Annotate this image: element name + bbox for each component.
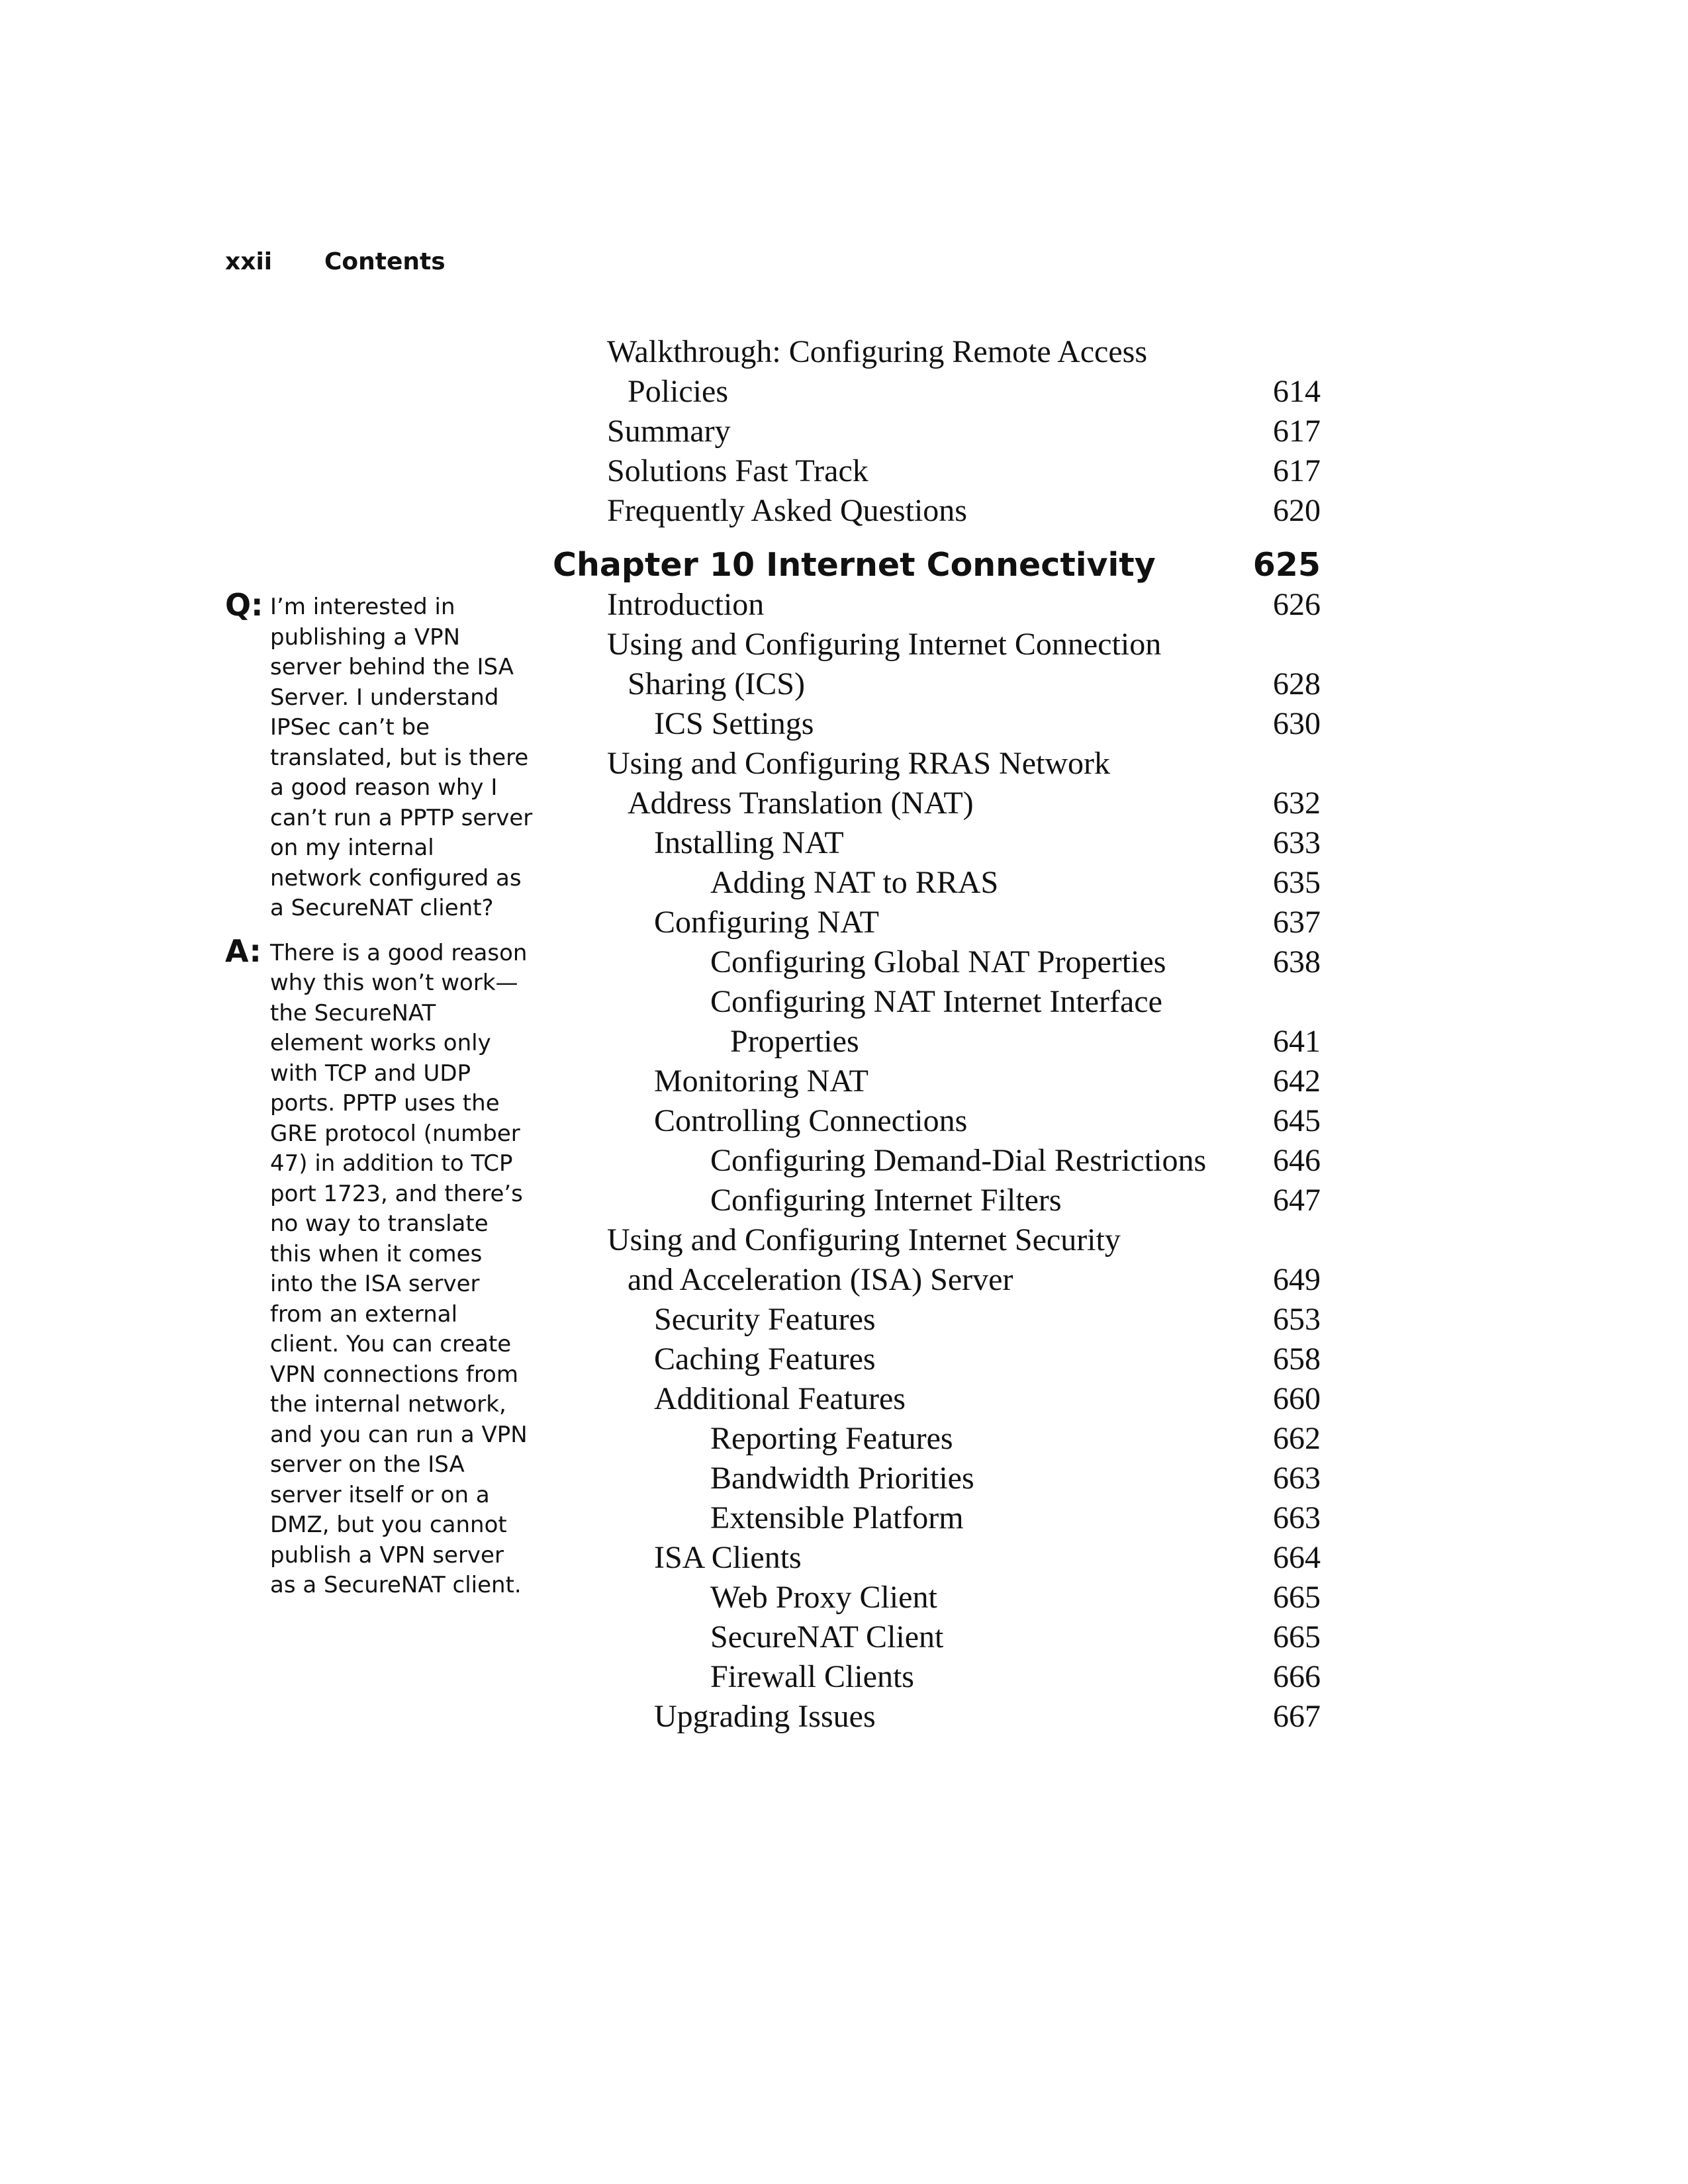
toc-entry-title: Frequently Asked Questions — [607, 493, 967, 528]
toc-entry-title: Policies — [628, 374, 728, 409]
toc-entry-title: Properties — [730, 1024, 859, 1059]
sidebar-line: There is a good reason — [270, 939, 528, 966]
toc-entry[interactable] — [0, 1617, 1688, 1657]
toc-entry[interactable] — [0, 704, 1688, 744]
sidebar-line: into the ISA server — [270, 1271, 480, 1297]
toc-entry-title: Controlling Connections — [654, 1103, 968, 1138]
sidebar-line: and you can run a VPN — [270, 1421, 528, 1448]
answer-label: A: — [225, 933, 261, 969]
sidebar-line: the internal network, — [270, 1391, 506, 1418]
toc-entry[interactable] — [0, 625, 1688, 664]
toc-entry-title: Configuring NAT Internet Interface — [710, 984, 1162, 1019]
toc-entry-page: 625 — [1252, 546, 1321, 584]
toc-entry-page: 628 — [1273, 666, 1321, 702]
toc-entry[interactable] — [0, 1260, 1688, 1300]
toc-entry-title: Caching Features — [654, 1342, 876, 1377]
toc-entry-title: Configuring Global NAT Properties — [710, 944, 1166, 979]
toc-entry-title: Upgrading Issues — [654, 1699, 876, 1734]
toc-entry-title: Extensible Platform — [710, 1500, 964, 1535]
toc-entry[interactable] — [0, 451, 1688, 491]
toc-entry[interactable] — [0, 1459, 1688, 1498]
toc-entry[interactable] — [0, 823, 1688, 863]
toc-entry[interactable] — [0, 744, 1688, 784]
toc-entry-page: 646 — [1273, 1143, 1321, 1178]
sidebar-line: element works only — [270, 1030, 491, 1056]
toc-entry-page: 665 — [1273, 1619, 1321, 1655]
toc-entry[interactable] — [0, 942, 1688, 982]
toc-entry-page: 665 — [1273, 1580, 1321, 1615]
toc-entry-title: Bandwidth Priorities — [710, 1461, 974, 1496]
toc-entry-title: Web Proxy Client — [710, 1580, 937, 1615]
toc-entry[interactable] — [0, 903, 1688, 942]
sidebar-line: a good reason why I — [270, 774, 498, 801]
toc-entry-title: ICS Settings — [654, 706, 814, 741]
toc-entry[interactable] — [0, 1062, 1688, 1101]
toc-entry-page: 614 — [1273, 374, 1321, 409]
toc-entry-page: 630 — [1273, 706, 1321, 741]
sidebar-line: port 1723, and there’s — [270, 1180, 523, 1207]
toc-entry-title: Walkthrough: Configuring Remote Access — [607, 334, 1147, 369]
toc-entry-page: 649 — [1273, 1262, 1321, 1297]
toc-entry-page: 660 — [1273, 1381, 1321, 1416]
toc-entry-page: 633 — [1273, 825, 1321, 860]
toc-entry[interactable] — [0, 784, 1688, 823]
toc-entry[interactable] — [0, 412, 1688, 451]
toc-entry[interactable] — [0, 1022, 1688, 1062]
toc-entry-title: Solutions Fast Track — [607, 453, 868, 488]
sidebar-line: ports. PPTP uses the — [270, 1090, 500, 1116]
sidebar-line: client. You can create — [270, 1331, 512, 1357]
sidebar-line: as a SecureNAT client. — [270, 1572, 522, 1598]
toc-entry-page: 647 — [1273, 1183, 1321, 1218]
toc-entry[interactable] — [0, 1300, 1688, 1340]
sidebar-line: this when it comes — [270, 1240, 483, 1267]
toc-entry-title: Introduction — [607, 587, 765, 622]
sidebar-line: server itself or on a — [270, 1481, 490, 1508]
toc-entry-title: Reporting Features — [710, 1421, 953, 1456]
toc-entry[interactable] — [0, 1657, 1688, 1697]
sidebar-line: can’t run a PPTP server — [270, 804, 533, 831]
sidebar-line: publishing a VPN — [270, 623, 461, 651]
toc-entry-page: 642 — [1273, 1064, 1321, 1099]
toc-entry-page: 626 — [1273, 587, 1321, 622]
toc-entry-page: 617 — [1273, 414, 1321, 449]
running-header-title: Contents — [324, 248, 445, 275]
toc-entry-title: Sharing (ICS) — [628, 666, 805, 702]
toc-entry-title: Using and Configuring RRAS Network — [607, 746, 1110, 781]
sidebar-line: translated, but is there — [270, 744, 529, 771]
toc-entry[interactable] — [0, 1141, 1688, 1181]
sidebar-line: network configured as — [270, 864, 522, 891]
toc-entry-title: Configuring Demand-Dial Restrictions — [710, 1143, 1207, 1178]
toc-entry-page: 641 — [1273, 1024, 1321, 1059]
toc-entry-title: Using and Configuring Internet Security — [607, 1222, 1121, 1257]
toc-chapter-heading[interactable] — [0, 545, 1688, 585]
toc-entry[interactable] — [0, 372, 1688, 412]
toc-entry-page: 658 — [1273, 1342, 1321, 1377]
toc-entry[interactable] — [0, 863, 1688, 903]
toc-entry[interactable] — [0, 1498, 1688, 1538]
toc-entry[interactable] — [0, 1181, 1688, 1220]
sidebar-line: the SecureNAT — [270, 999, 436, 1026]
sidebar-line: publish a VPN server — [270, 1541, 504, 1569]
toc-entry[interactable] — [0, 1340, 1688, 1379]
sidebar-line: DMZ, but you cannot — [270, 1512, 507, 1538]
sidebar-line: on my internal — [270, 835, 434, 861]
sidebar-line: I’m interested in — [270, 594, 455, 620]
sidebar-line: 47) in addition to TCP — [270, 1150, 513, 1177]
sidebar-line: Server. I understand — [270, 684, 499, 711]
toc-entry-page: 662 — [1273, 1421, 1321, 1456]
toc-entry-page: 663 — [1273, 1500, 1321, 1535]
toc-entry-title: Using and Configuring Internet Connection — [607, 627, 1162, 662]
toc-entry-page: 620 — [1273, 493, 1321, 528]
toc-entry-title: Address Translation (NAT) — [628, 786, 974, 821]
sidebar-line: why this won’t work— — [270, 970, 518, 996]
toc-entry[interactable] — [0, 1379, 1688, 1419]
toc-entry-page: 666 — [1273, 1659, 1321, 1694]
toc-entry[interactable] — [0, 664, 1688, 704]
toc-entry-title: and Acceleration (ISA) Server — [628, 1262, 1013, 1297]
toc-entry-page: 663 — [1273, 1461, 1321, 1496]
sidebar-line: server on the ISA — [270, 1451, 465, 1478]
toc-entry-title: Additional Features — [654, 1381, 906, 1416]
toc-entry-page: 635 — [1273, 865, 1321, 900]
sidebar-line: IPSec can’t be — [270, 714, 430, 741]
sidebar-line: a SecureNAT client? — [270, 895, 494, 921]
sidebar-line: VPN connections from — [270, 1361, 518, 1388]
question-label: Q: — [225, 587, 263, 623]
toc-entry-page: 664 — [1273, 1540, 1321, 1575]
sidebar-line: GRE protocol (number — [270, 1120, 520, 1147]
toc-entry-title: Security Features — [654, 1302, 876, 1337]
toc-entry-title: Installing NAT — [654, 825, 844, 860]
sidebar-line: from an external — [270, 1300, 458, 1328]
toc-entry[interactable] — [0, 982, 1688, 1022]
toc-entry-page: 617 — [1273, 453, 1321, 488]
toc-entry-page: 667 — [1273, 1699, 1321, 1734]
toc-entry-page: 638 — [1273, 944, 1321, 979]
toc-entry-page: 632 — [1273, 786, 1321, 821]
toc-entry-page: 645 — [1273, 1103, 1321, 1138]
toc-entry[interactable] — [0, 1538, 1688, 1578]
toc-entry-title: Adding NAT to RRAS — [710, 865, 999, 900]
toc-entry-title: Configuring NAT — [654, 905, 879, 940]
toc-entry-title: Summary — [607, 414, 731, 449]
toc-entry-page: 653 — [1273, 1302, 1321, 1337]
toc-entry-title: Monitoring NAT — [654, 1064, 868, 1099]
toc-entry-title: Configuring Internet Filters — [710, 1183, 1062, 1218]
page-folio: xxii — [225, 248, 273, 275]
sidebar-line: no way to translate — [270, 1210, 489, 1237]
toc-entry[interactable] — [0, 585, 1688, 625]
toc-entry-title: SecureNAT Client — [710, 1619, 944, 1655]
toc-entry[interactable] — [0, 1101, 1688, 1141]
toc-entry[interactable] — [0, 1697, 1688, 1737]
toc-entry[interactable] — [0, 1578, 1688, 1617]
toc-entry[interactable] — [0, 332, 1688, 372]
toc-entry-title: Chapter 10 Internet Connectivity — [553, 546, 1156, 584]
toc-entry[interactable] — [0, 491, 1688, 531]
sidebar-line: server behind the ISA — [270, 654, 514, 680]
toc-entry[interactable] — [0, 1220, 1688, 1260]
toc-entry-title: ISA Clients — [654, 1540, 802, 1575]
sidebar-line: with TCP and UDP — [270, 1060, 471, 1087]
toc-entry-title: Firewall Clients — [710, 1659, 914, 1694]
toc-entry[interactable] — [0, 1419, 1688, 1459]
toc-entry-page: 637 — [1273, 905, 1321, 940]
